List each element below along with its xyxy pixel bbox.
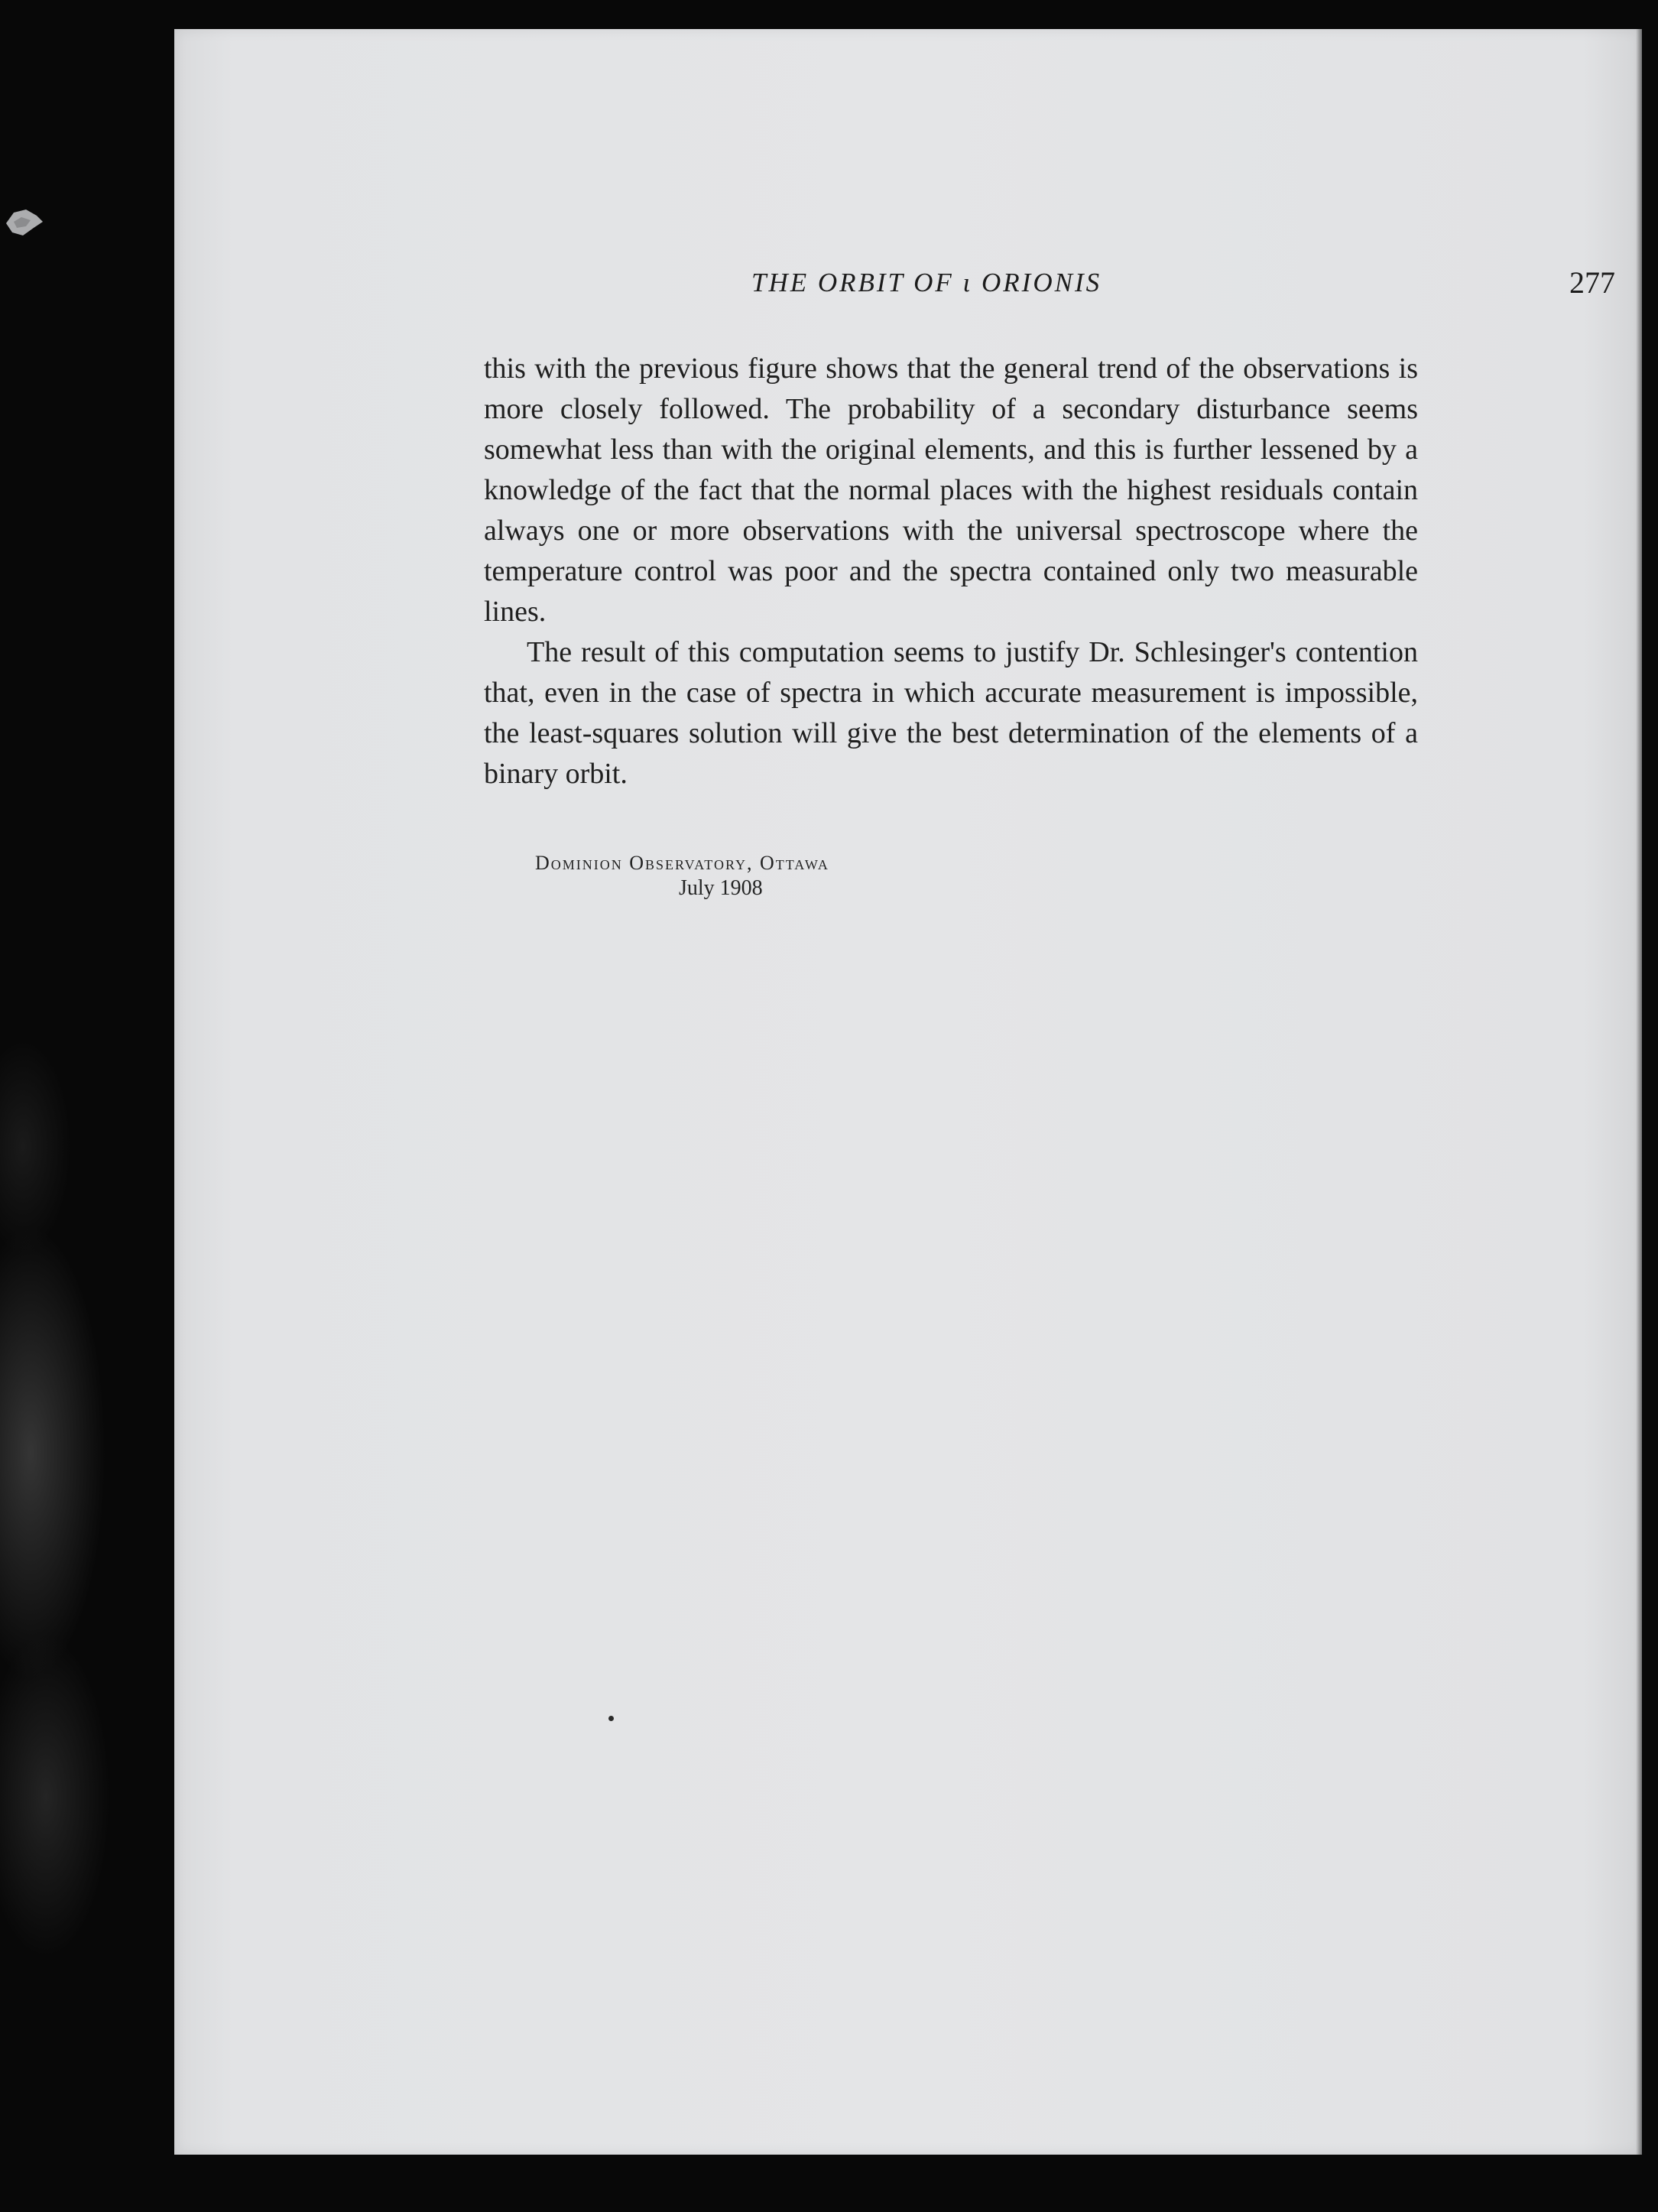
ink-speck xyxy=(608,1716,614,1721)
page-number: 277 xyxy=(1569,265,1615,300)
running-head xyxy=(751,265,1615,313)
body-text xyxy=(484,349,1418,794)
debris-mark xyxy=(3,205,46,240)
page-edge-shadow xyxy=(1636,29,1642,2155)
paragraph: this with the previous figure shows that the general trend of the observations is more closely followed. The probability of a secondary disturbance seems somewhat less than with the original elements, and this is further lessened by a knowledge of the fact that the normal places with the highest residuals contain always one or more observations with the universal spectroscope where the temperature control was poor and the spectra contained only two measurable lines. xyxy=(484,352,1418,628)
institution-name: Dominion Observatory, Ottawa xyxy=(535,852,829,874)
date: July 1908 xyxy=(679,876,763,900)
dateline xyxy=(535,852,829,901)
running-title: THE ORBIT OF ι ORIONIS xyxy=(751,268,1102,297)
paragraph: The result of this computation seems to justify Dr. Schlesinger's contention that, even in the case of spectra in which accurate measurement is impossible, the least-squares solution will give the best determination of the elements of a binary orbit. xyxy=(484,636,1418,790)
book-page xyxy=(174,29,1642,2155)
